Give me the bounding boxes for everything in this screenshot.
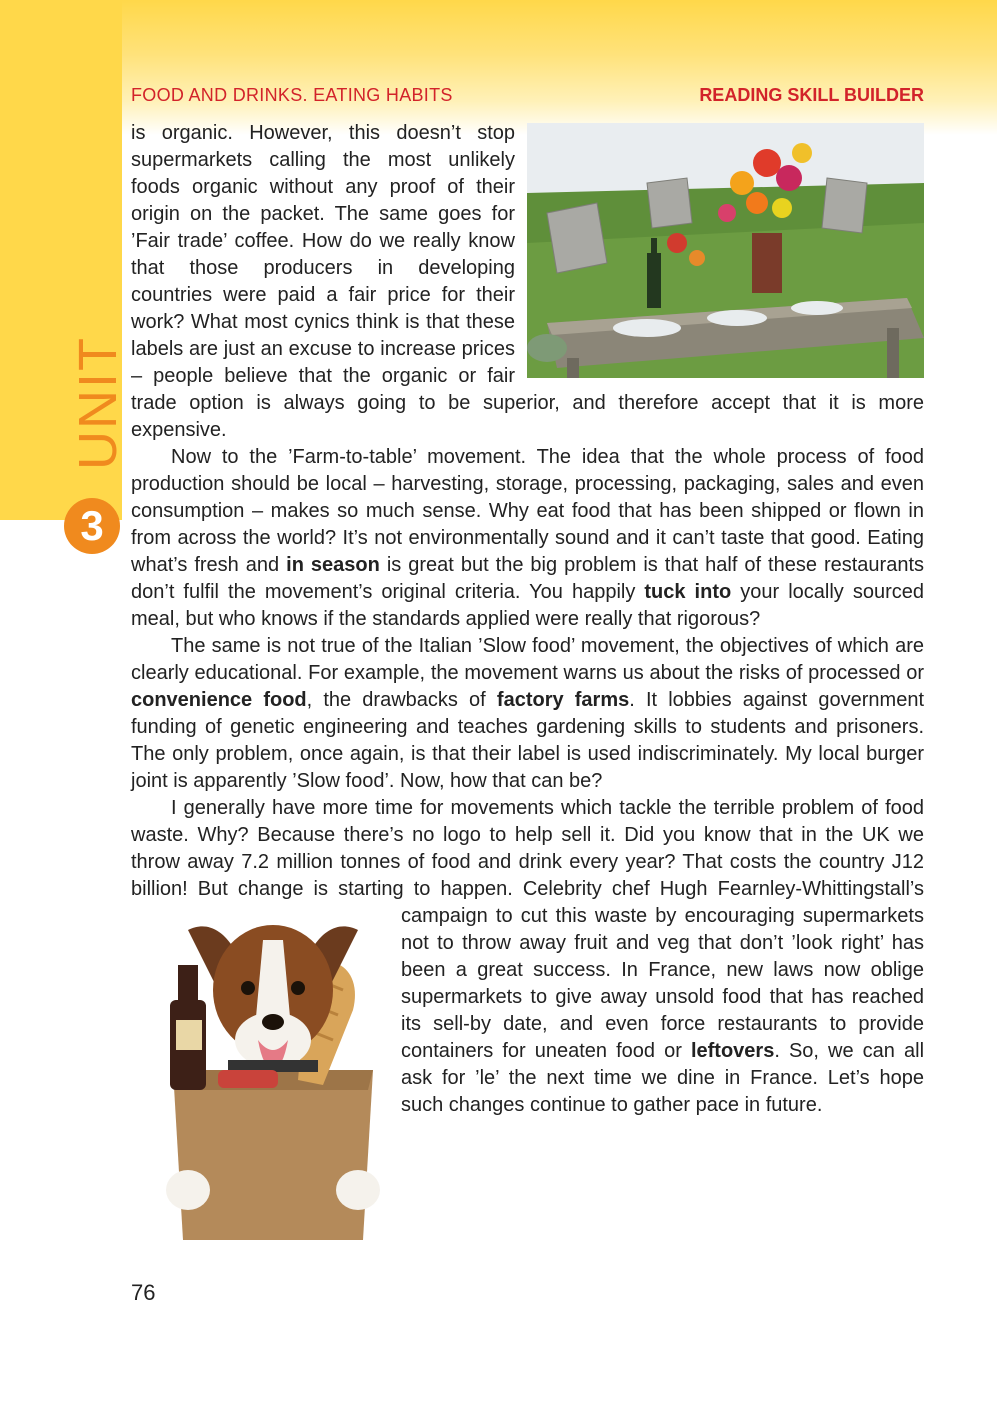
paragraph-2-text-d: your locally sourced meal, but who knows if the standards applied were really that rigorous? xyxy=(131,581,924,630)
paragraph-3 xyxy=(131,633,924,795)
paragraph-2 xyxy=(131,444,924,633)
vocab-in-season: in season xyxy=(286,554,380,576)
section-title: FOOD AND DRINKS. EATING HABITS xyxy=(131,85,453,105)
vocab-convenience-food: convenience food xyxy=(131,689,307,711)
paragraph-2-text-a: Now to the ’Farm-to-table’ movement. The idea that the whole process of food production should be local – harvesting, storage, processing, packaging, sales and even consumption – makes so much sense. Why eat food that has been shipped or flown in from across the world? It’s not environmentally sound and it can’t taste that good. Eating what’s fresh and xyxy=(131,446,924,576)
unit-number-badge: 3 xyxy=(64,498,120,554)
unit-label xyxy=(68,336,130,470)
paragraph-1: is organic. However, this doesn’t stop supermarkets calling the most unlikely foods organic without any proof of their origin on the packet. The same goes for ’Fair trade’ coffee. How do we really know that those producers in developing countries were paid a fair price for their work? What most cynics think is that these labels are just an excuse to increase prices – people believe that the organic or fair trade option is always going to be superior, and therefore accept that it is more expensive. xyxy=(131,122,924,441)
vocab-tuck-into: tuck into xyxy=(644,581,732,603)
paragraph-3-text-c: , the drawbacks of xyxy=(306,689,497,711)
garden-table-photo xyxy=(527,123,924,378)
paragraph-2-text-c: is great but the big problem is that half of these restaurants don’t fulfil the movement’s original criteria. You happily xyxy=(131,554,924,603)
unit-text: UNIT xyxy=(68,336,128,470)
paragraph-3-text-d: . It lobbies against government funding of genetic engineering and teaches gardening skills to students and prisoners. The only problem, once again, is that their label is used indiscriminately. My local burger joint is apparently ’Slow food’. Now, how that can be? xyxy=(131,689,925,792)
section-type: READING SKILL BUILDER xyxy=(699,85,924,105)
paragraph-4-text-c: . So, we can all ask for ’le’ the next time we dine in France. Let’s hope such changes continue to gather pace in future. xyxy=(401,1040,925,1116)
paragraph-4-text-a: I generally have more time for movements which tackle the terrible problem of food waste. Why? Because there’s no logo to help sell it. Did you know that in the UK we throw away 7.2 million tonnes of food and drink every year? That costs the country J12 billion! But change is starting to happen. Celebrity chef Hugh Fearnley-Whittingstall’s campaign to cut this waste by encouraging supermarkets not to throw away fruit and veg that don’t ’look right’ has been a great success. In France, new laws now oblige supermarkets to give away unsold food that has reached its sell-by date, and even force restaurants to provide containers for uneaten food or xyxy=(131,797,924,1062)
dog-grocery-bag-photo xyxy=(148,910,398,1240)
page-number: 76 xyxy=(131,1280,156,1305)
paragraph-3-text-a: The same is not true of the Italian ’Slow food’ movement, the objectives of which are clearly educational. For example, the movement warns us about the risks of processed or xyxy=(131,635,924,684)
header-band xyxy=(0,0,997,135)
vocab-factory-farms: factory farms xyxy=(496,689,630,711)
vocab-leftovers: leftovers xyxy=(690,1040,775,1062)
